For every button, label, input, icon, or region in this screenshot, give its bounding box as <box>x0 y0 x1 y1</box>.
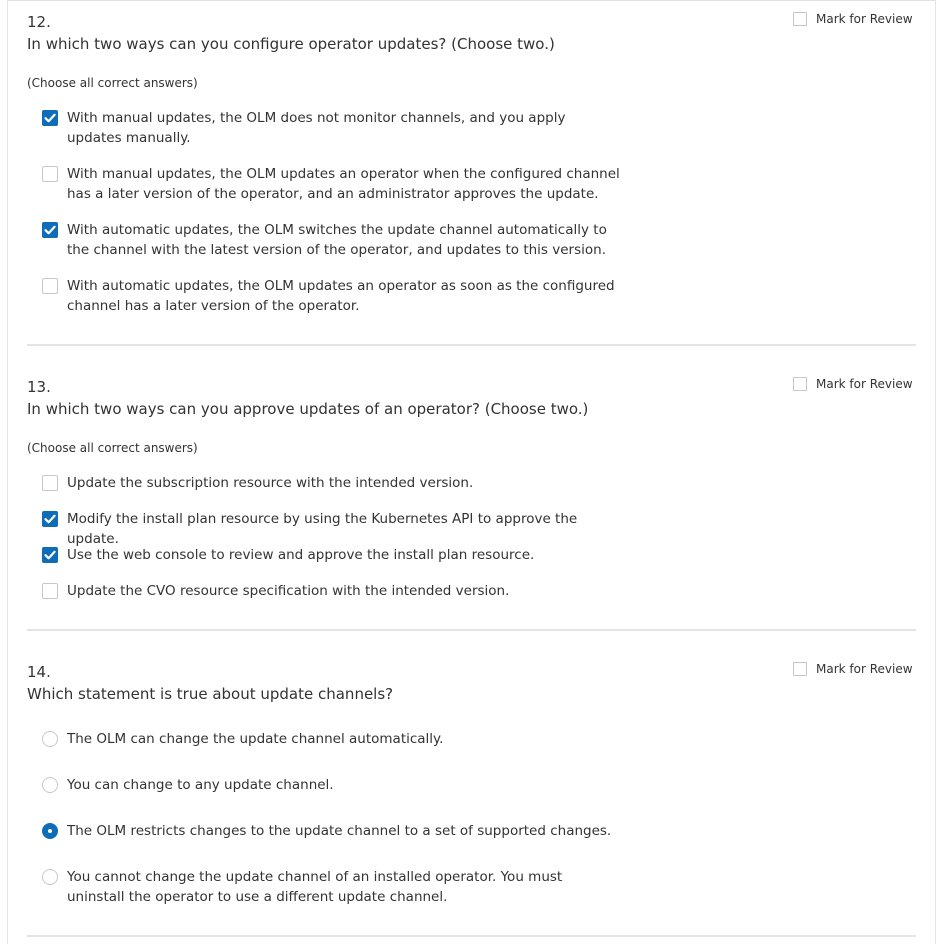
checkbox[interactable] <box>42 583 58 599</box>
question-divider <box>27 344 916 346</box>
radio-button[interactable] <box>42 823 58 839</box>
checkbox[interactable] <box>42 547 58 563</box>
question-number: 14. <box>27 663 51 681</box>
mark-for-review-checkbox[interactable] <box>793 377 807 391</box>
question-text: In which two ways can you approve updates of an operator? (Choose two.) <box>27 400 589 418</box>
option-label: Use the web console to review and approve the install plan resource. <box>67 547 535 563</box>
question-hint: (Choose all correct answers) <box>27 76 198 90</box>
checkbox[interactable] <box>42 278 58 294</box>
checkbox[interactable] <box>42 166 58 182</box>
checkbox[interactable] <box>42 110 58 126</box>
checkbox[interactable] <box>42 511 58 527</box>
mark-for-review-label: Mark for Review <box>816 662 913 676</box>
option-label: With automatic updates, the OLM switches the update channel automatically to the channel with the latest version of the operator, and updates to this version. <box>67 222 607 258</box>
mark-for-review[interactable] <box>793 661 913 677</box>
mark-for-review-label: Mark for Review <box>816 12 913 26</box>
question-divider <box>27 629 916 631</box>
checkmark-icon <box>42 110 58 126</box>
option-label: Update the CVO resource specification with the intended version. <box>67 583 510 599</box>
mark-for-review-checkbox[interactable] <box>793 662 807 676</box>
checkmark-icon <box>42 222 58 238</box>
radio-button[interactable] <box>42 869 58 885</box>
question-number: 12. <box>27 13 51 31</box>
mark-for-review-checkbox[interactable] <box>793 12 807 26</box>
mark-for-review-label: Mark for Review <box>816 377 913 391</box>
option-label: Modify the install plan resource by using the Kubernetes API to approve the update. <box>67 511 578 547</box>
option-label: With automatic updates, the OLM updates an operator as soon as the configured channel has a later version of the operator. <box>67 278 615 314</box>
option-label: You cannot change the update channel of an installed operator. You must uninstall the operator to use a different update channel. <box>67 869 563 905</box>
question-divider <box>27 935 916 937</box>
option-label: The OLM restricts changes to the update channel to a set of supported changes. <box>67 823 612 839</box>
option-label: With manual updates, the OLM updates an operator when the configured channel has a later version of the operator, and an administrator approves the update. <box>67 166 620 202</box>
mark-for-review[interactable] <box>793 376 913 392</box>
question-text: Which statement is true about update channels? <box>27 685 394 703</box>
checkmark-icon <box>42 547 58 563</box>
option-label: With manual updates, the OLM does not monitor channels, and you apply updates manually. <box>67 110 566 146</box>
option-label: You can change to any update channel. <box>67 777 334 793</box>
checkbox[interactable] <box>42 475 58 491</box>
mark-for-review[interactable] <box>793 11 913 27</box>
checkbox[interactable] <box>42 222 58 238</box>
radio-button[interactable] <box>42 777 58 793</box>
question-number: 13. <box>27 378 51 396</box>
question-text: In which two ways can you configure operator updates? (Choose two.) <box>27 35 555 53</box>
option-label: Update the subscription resource with the intended version. <box>67 475 474 491</box>
option-label: The OLM can change the update channel automatically. <box>67 731 444 747</box>
question-hint: (Choose all correct answers) <box>27 441 198 455</box>
radio-button[interactable] <box>42 731 58 747</box>
checkmark-icon <box>42 511 58 527</box>
